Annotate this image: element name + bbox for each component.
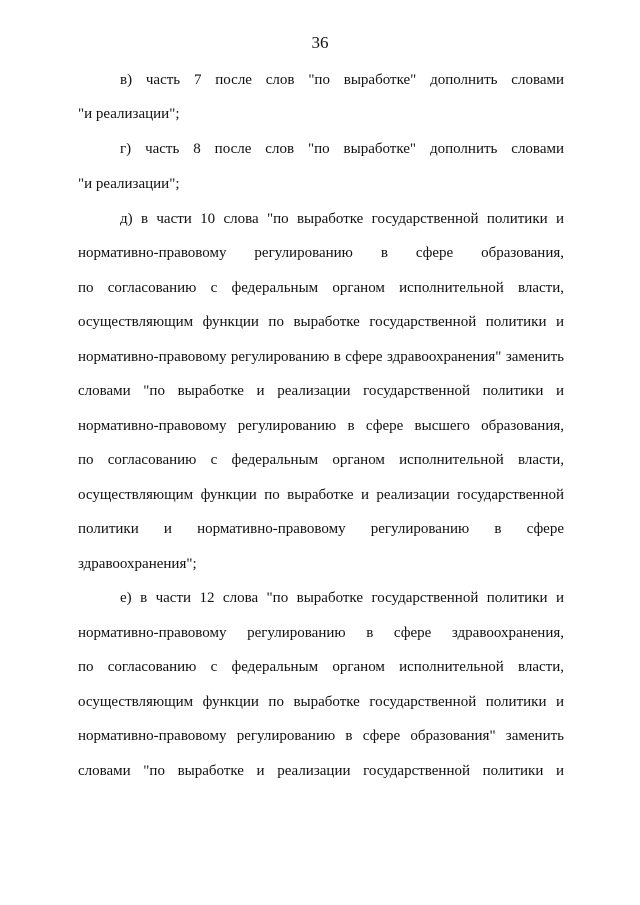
text-line: политики и нормативно-правовому регулированию в сфере [78, 521, 564, 537]
text-line: нормативно-правовому регулированию в сфере здравоохранения, [78, 625, 564, 641]
page-number: 36 [311, 33, 329, 52]
text-line: осуществляющим функции по выработке и реализации государственной [78, 487, 564, 503]
text-line: словами "по выработке и реализации государственной политики и [78, 383, 564, 399]
text-line: в) часть 7 после слов "по выработке" дополнить словами [120, 72, 564, 88]
text-line: осуществляющим функции по выработке государственной политики и [78, 314, 564, 330]
text-line: г) часть 8 после слов "по выработке" дополнить словами [120, 141, 564, 157]
text-line: е) в части 12 слова "по выработке государственной политики и [120, 590, 564, 606]
text-line: нормативно-правовому регулированию в сфере образования" заменить [78, 728, 564, 744]
text-line: "и реализации"; [78, 176, 180, 192]
text-line: по согласованию с федеральным органом исполнительной власти, [78, 659, 564, 675]
text-line: по согласованию с федеральным органом исполнительной власти, [78, 280, 564, 296]
text-line: нормативно-правовому регулированию в сфере здравоохранения" заменить [78, 349, 564, 365]
text-line: нормативно-правовому регулированию в сфере образования, [78, 245, 564, 261]
text-line: по согласованию с федеральным органом исполнительной власти, [78, 452, 564, 468]
text-line: словами "по выработке и реализации государственной политики и [78, 763, 564, 779]
text-line: нормативно-правовому регулированию в сфере высшего образования, [78, 418, 564, 434]
text-line: осуществляющим функции по выработке государственной политики и [78, 694, 564, 710]
text-line: "и реализации"; [78, 106, 180, 122]
text-line: д) в части 10 слова "по выработке государственной политики и [120, 211, 564, 227]
text-line: здравоохранения"; [78, 556, 197, 572]
